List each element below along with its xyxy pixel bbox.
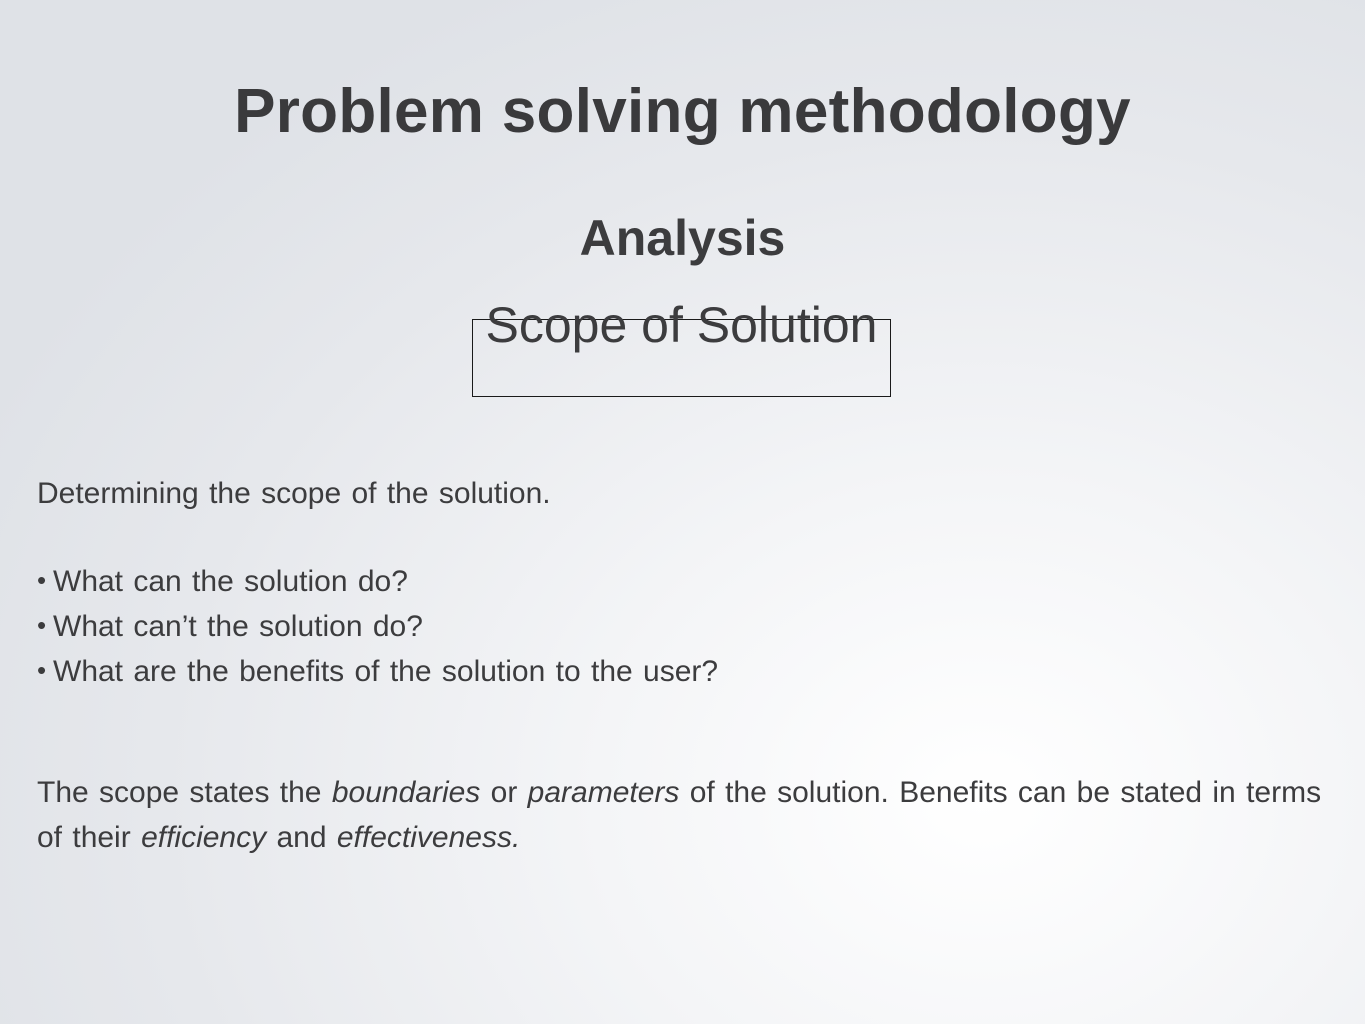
list-item (37, 652, 718, 697)
list-item-text: What can’t the solution do? (53, 610, 423, 643)
emphasis-parameters: parameters (527, 776, 680, 809)
slide-title: Problem solving methodology (234, 77, 1131, 146)
closing-text: and (266, 821, 337, 854)
bullet-icon: • (37, 610, 47, 640)
intro-text: Determining the scope of the solution. (37, 477, 551, 510)
closing-text: of the solution. Benefits can be stated in terms of their (37, 776, 1322, 854)
section-heading: Analysis (579, 210, 786, 266)
closing-text: The scope states the (37, 776, 332, 809)
question-list (37, 562, 718, 697)
closing-text: or (480, 776, 528, 809)
list-item-text: What are the benefits of the solution to the user? (53, 655, 719, 688)
emphasis-boundaries: boundaries (331, 776, 481, 809)
list-item (37, 562, 718, 607)
closing-paragraph (37, 770, 1337, 860)
list-item-text: What can the solution do? (53, 565, 408, 598)
bullet-icon: • (37, 655, 47, 685)
scope-box-label: Scope of Solution (485, 297, 878, 353)
bullet-icon: • (37, 565, 47, 595)
list-item (37, 607, 718, 652)
emphasis-efficiency: efficiency (141, 821, 267, 854)
emphasis-effectiveness: effectiveness. (336, 821, 521, 854)
